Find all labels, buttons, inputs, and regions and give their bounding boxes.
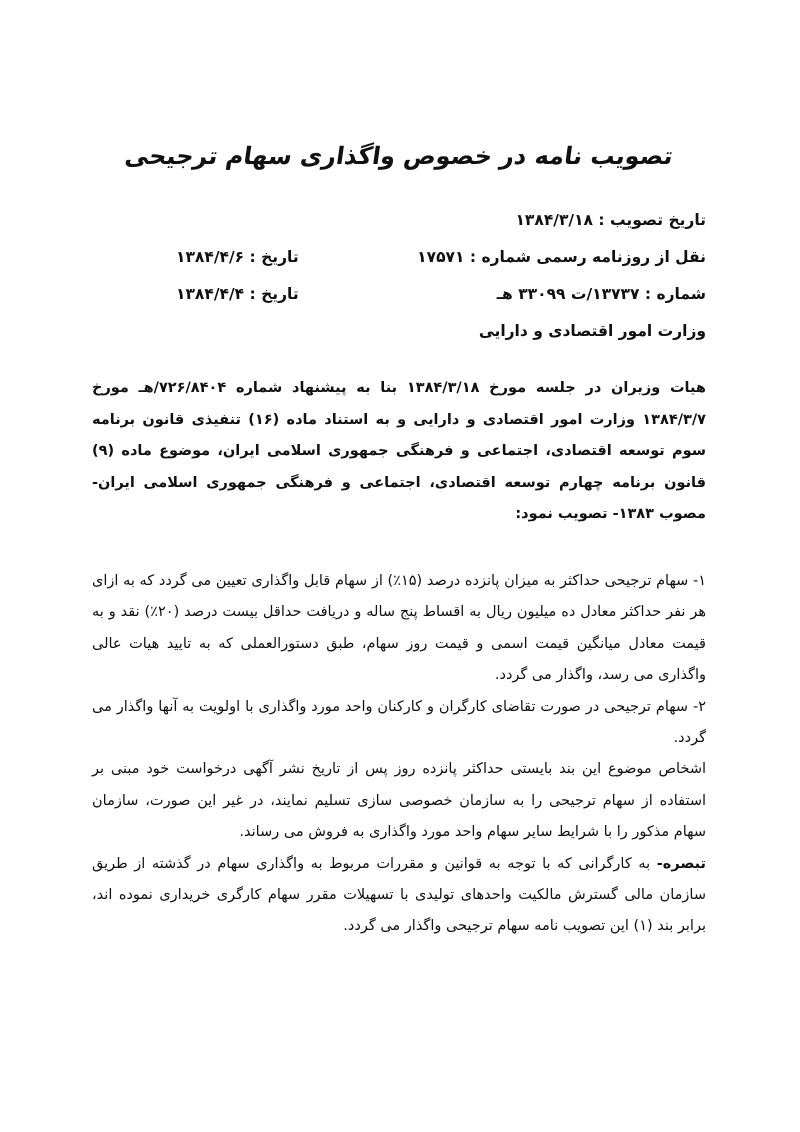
note-text: به کارگرانی که با توجه به قوانین و مقررات مربوط به واگذاری سهام در گذشته از طریق سازمان مالی گسترش مالکیت واحدهای تولیدی با تسهیلات مقرر سهام کارگری خریداری نموده اند، برابر بند (۱) این تصویب نامه سهام ترجیحی واگذار می گردد. [93,855,707,935]
document-body [93,566,707,943]
clause-2: ۲- سهام ترجیحی در صورت تقاضای کارگران و کارکنان واحد مورد واگذاری با اولویت به آنها واگذار می گردد. [93,698,707,747]
intro-paragraph: هیات وزیران در جلسه مورخ ۱۳۸۴/۳/۱۸ بنا به پیشنهاد شماره ۷۲۶/۸۴۰۴/هـ مورخ ۱۳۸۴/۳/۷ وزارت امور اقتصادی و دارایی و به استناد ماده (۱۶) تنفیذی قانون برنامه سوم توسعه اقتصادی، اجتماعی و فرهنگی جمهوری اسلامی ایران، موضوع ماده (۹) قانون برنامه چهارم توسعه اقتصادی، اجتماعی و فرهنگی جمهوری اسلامی ایران- مصوب ۱۳۸۳- تصویب نمود: [93,380,707,522]
meta-row-gazette [177,239,707,276]
meta-row-approval [177,202,707,239]
note-paragraph [93,849,707,943]
decree-number: شماره : ۱۳۷۳۷/ت ۳۳۰۹۹ هـ [497,285,707,303]
note-label: تبصره- [657,855,707,872]
gazette-date: تاریخ : ۱۳۸۴/۴/۶ [177,248,300,266]
ministry-name: وزارت امور اقتصادی و دارایی [479,322,707,340]
document-title: تصویب نامه در خصوص واگذاری سهام ترجیحی [124,142,676,170]
approval-date: تاریخ تصویب : ۱۳۸۴/۳/۱۸ [516,211,707,229]
clause-1: ۱- سهام ترجیحی حداکثر به میزان پانزده درصد (۱۵٪) از سهام قابل واگذاری تعیین می گردد که به ازای هر نفر حداکثر معادل ده میلیون ریال به اقساط پنج ساله و دریافت حداقل بیست درصد (۲۰٪) نقد و به قیمت معادل میانگین قیمت اسمی و قیمت روز سهام، طبق دستورالعملی که به تایید هیات عالی واگذاری می رسد، واگذار می گردد. [93,573,707,684]
decree-date: تاریخ : ۱۳۸۴/۴/۴ [177,285,300,303]
gazette-number: نقل از روزنامه رسمی شماره : ۱۷۵۷۱ [418,248,707,266]
meta-row-decree [177,276,707,313]
meta-row-ministry [177,313,707,350]
document-meta [177,202,707,350]
clause-2-extra: اشخاص موضوع این بند بایستی حداکثر پانزده روز پس از تاریخ نشر آگهی درخواست خود مبنی بر استفاده از سهام ترجیحی را به سازمان خصوصی سازی تسلیم نمایند، در غیر این صورت، سازمان سهام مذکور را با شرایط سایر سهام واحد مورد واگذاری به فروش می رساند. [93,761,707,841]
